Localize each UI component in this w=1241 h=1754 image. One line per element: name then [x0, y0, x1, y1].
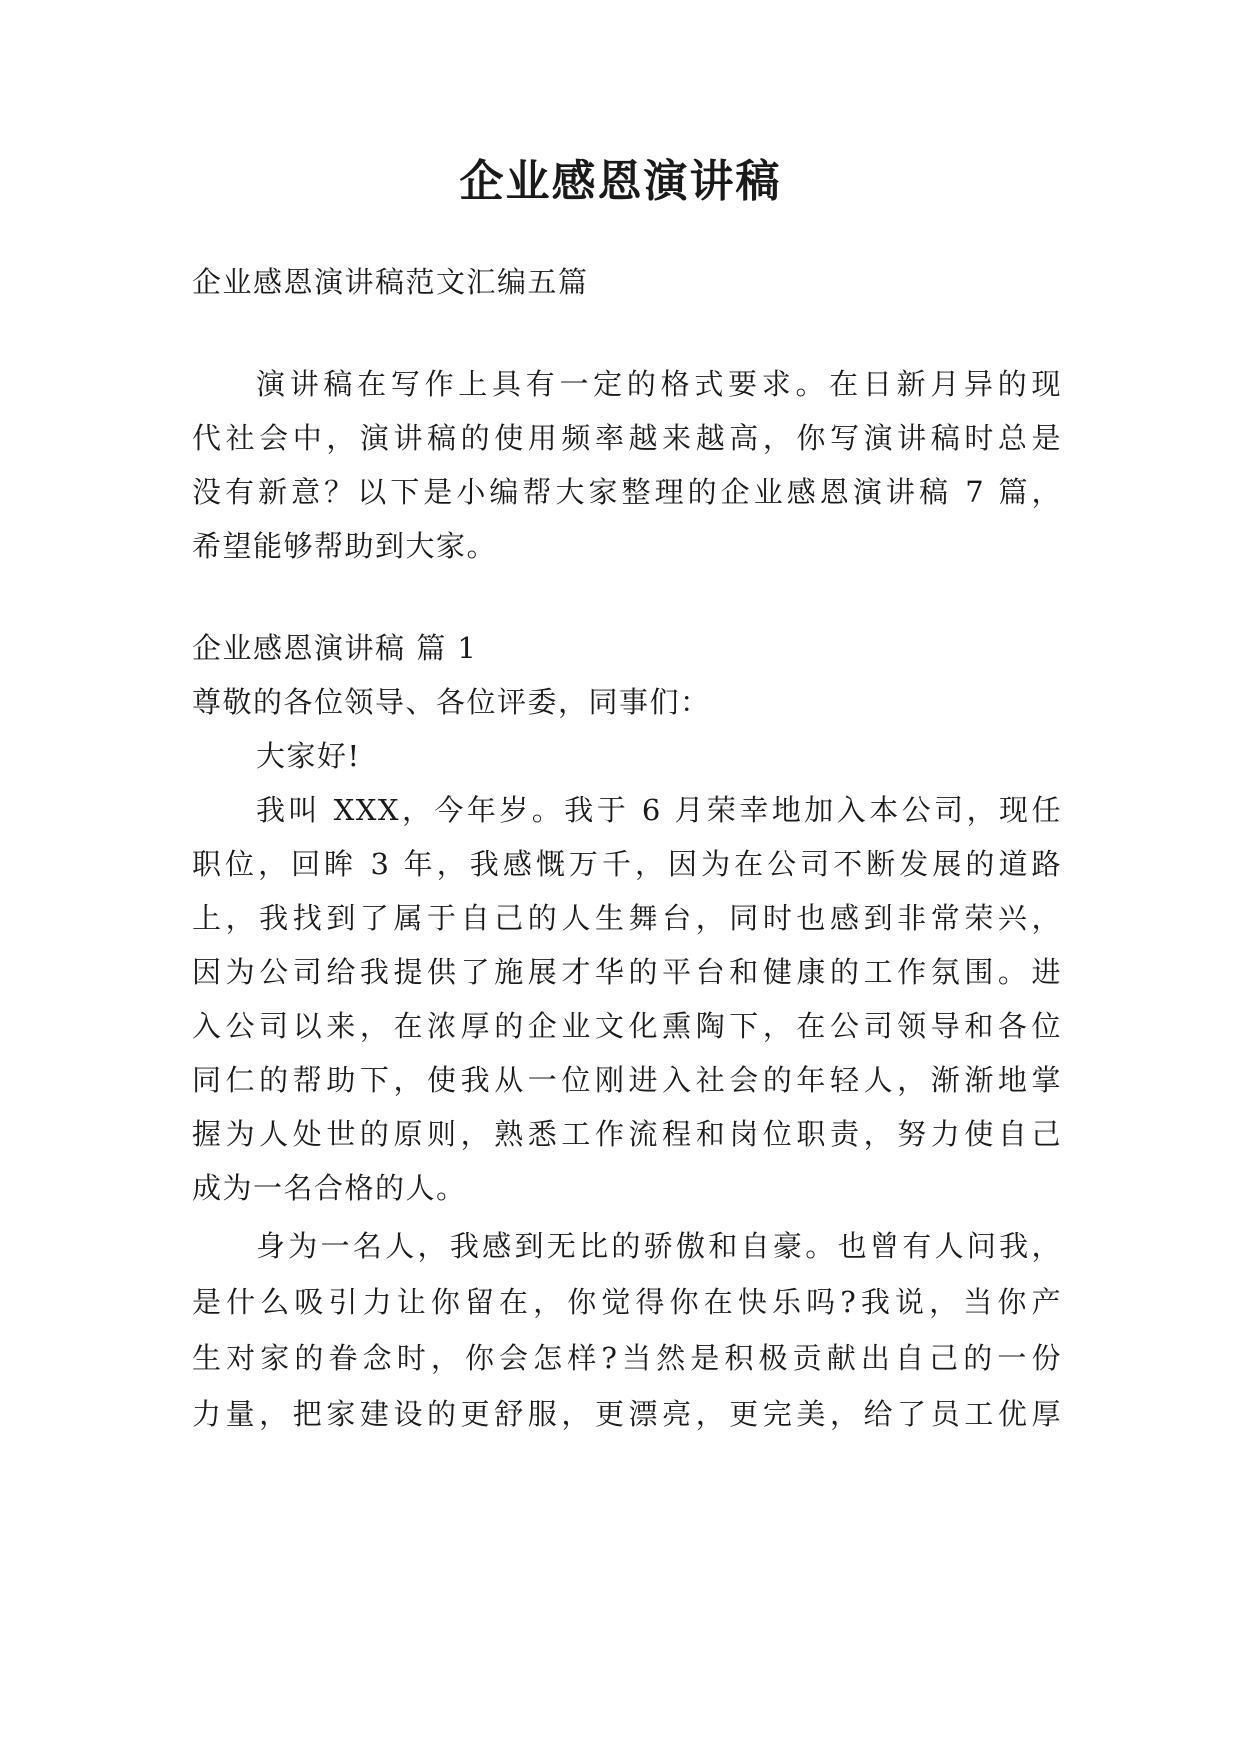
paragraph-line: 同仁的帮助下，使我从一位刚进入社会的年轻人，渐渐地掌	[192, 1063, 1062, 1097]
paragraph-line: 职位，回眸 3 年，我感慨万千，因为在公司不断发展的道路	[192, 847, 1062, 881]
paragraph-line: 握为人处世的原则，熟悉工作流程和岗位职责，努力使自己	[192, 1117, 1062, 1151]
paragraph-line: 生对家的眷念时，你会怎样?当然是积极贡献出自己的一份	[192, 1341, 1062, 1375]
paragraph-line: 是什么吸引力让你留在，你觉得你在快乐吗?我说，当你产	[192, 1285, 1062, 1319]
intro-line: 没有新意？以下是小编帮大家整理的企业感恩演讲稿 7 篇，	[192, 475, 1062, 509]
intro-line: 代社会中，演讲稿的使用频率越来越高，你写演讲稿时总是	[192, 421, 1062, 455]
paragraph-line: 因为公司给我提供了施展才华的平台和健康的工作氛围。进	[192, 955, 1062, 989]
paragraph-line: 上，我找到了属于自己的人生舞台，同时也感到非常荣兴，	[192, 901, 1062, 935]
salutation: 尊敬的各位领导、各位评委，同事们：	[192, 685, 711, 719]
paragraph-line: 我叫 XXX，今年岁。我于 6 月荣幸地加入本公司，现任	[256, 793, 1062, 827]
intro-line: 希望能够帮助到大家。	[192, 529, 498, 563]
paragraph-line: 身为一名人，我感到无比的骄傲和自豪。也曾有人问我，	[256, 1229, 1062, 1263]
document-title: 企业感恩演讲稿	[459, 156, 782, 207]
paragraph-line: 入公司以来，在浓厚的企业文化熏陶下，在公司领导和各位	[192, 1009, 1062, 1043]
intro-line: 演讲稿在写作上具有一定的格式要求。在日新月异的现	[256, 367, 1062, 401]
paragraph-line: 成为一名合格的人。	[192, 1171, 467, 1205]
greeting: 大家好!	[256, 739, 361, 773]
document-subtitle: 企业感恩演讲稿范文汇编五篇	[192, 265, 589, 299]
paragraph-line: 力量，把家建设的更舒服，更漂亮，更完美，给了员工优厚	[192, 1397, 1062, 1431]
section-heading: 企业感恩演讲稿 篇 1	[192, 631, 478, 665]
